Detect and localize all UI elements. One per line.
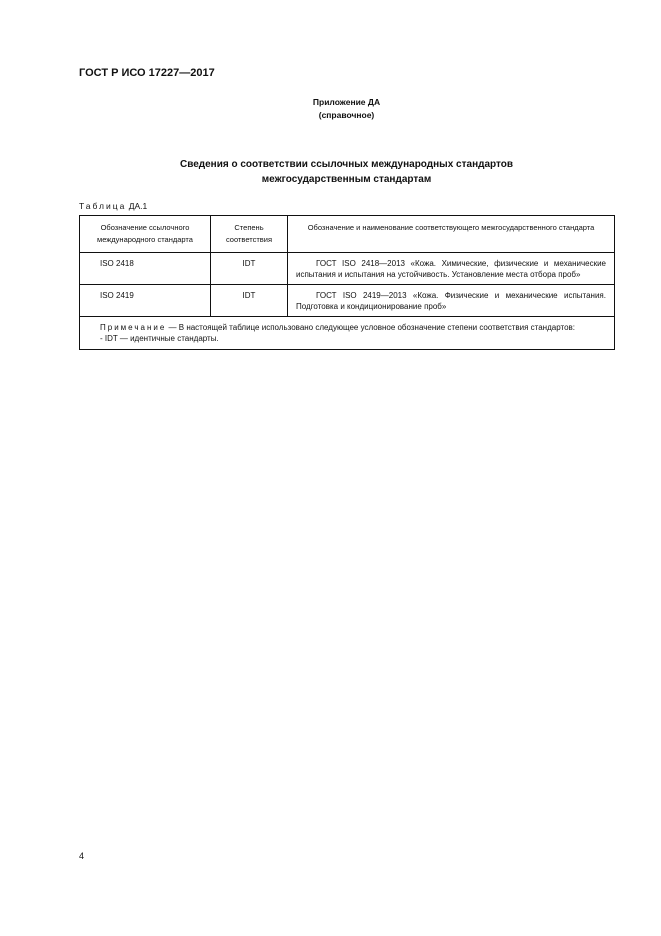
table-caption [79,201,147,211]
note-text [88,323,606,334]
note-body: — В настоящей таблице использовано следующее условное обозначение степени соответствия стандартов: [166,323,575,332]
header-interstate-standard: Обозначение и наименование соответствующего межгосударственного стандарта [288,216,615,253]
cell-ref-standard: ISO 2418 [80,253,211,285]
standards-table [79,215,615,350]
annex-type: (справочное) [318,110,375,120]
section-title-line1: Сведения о соответствии ссылочных международных стандартов [179,159,514,170]
table-header-row [80,216,615,253]
table-row [80,253,615,285]
table-caption-prefix: Таблица [79,201,127,211]
cell-degree: IDT [211,253,288,285]
annex-title: Приложение ДА [312,97,381,107]
annex-heading [0,96,661,122]
note-label: Примечание [100,323,167,332]
cell-interstate-standard: ГОСТ ISO 2418—2013 «Кожа. Химические, физические и механические испытания и испытания на устойчивость. Установление места отбора проб» [288,253,615,285]
header-degree: Степень соответствия [211,216,288,253]
table-note-row [80,317,615,350]
cell-interstate-standard: ГОСТ ISO 2419—2013 «Кожа. Физические и механические испытания. Подготовка и кондиционирование проб» [288,285,615,317]
table-row [80,285,615,317]
header-ref-standard: Обозначение ссылочного международного стандарта [80,216,211,253]
section-title-line2: межгосударственным стандартам [261,174,432,185]
table-note [80,317,615,350]
section-title [0,157,661,187]
page-number: 4 [79,851,85,861]
note-item: - IDT — идентичные стандарты. [100,333,219,343]
document-standard-id: ГОСТ Р ИСО 17227—2017 [79,67,215,79]
cell-degree: IDT [211,285,288,317]
table-caption-number: ДА.1 [126,201,148,211]
cell-ref-standard: ISO 2419 [80,285,211,317]
